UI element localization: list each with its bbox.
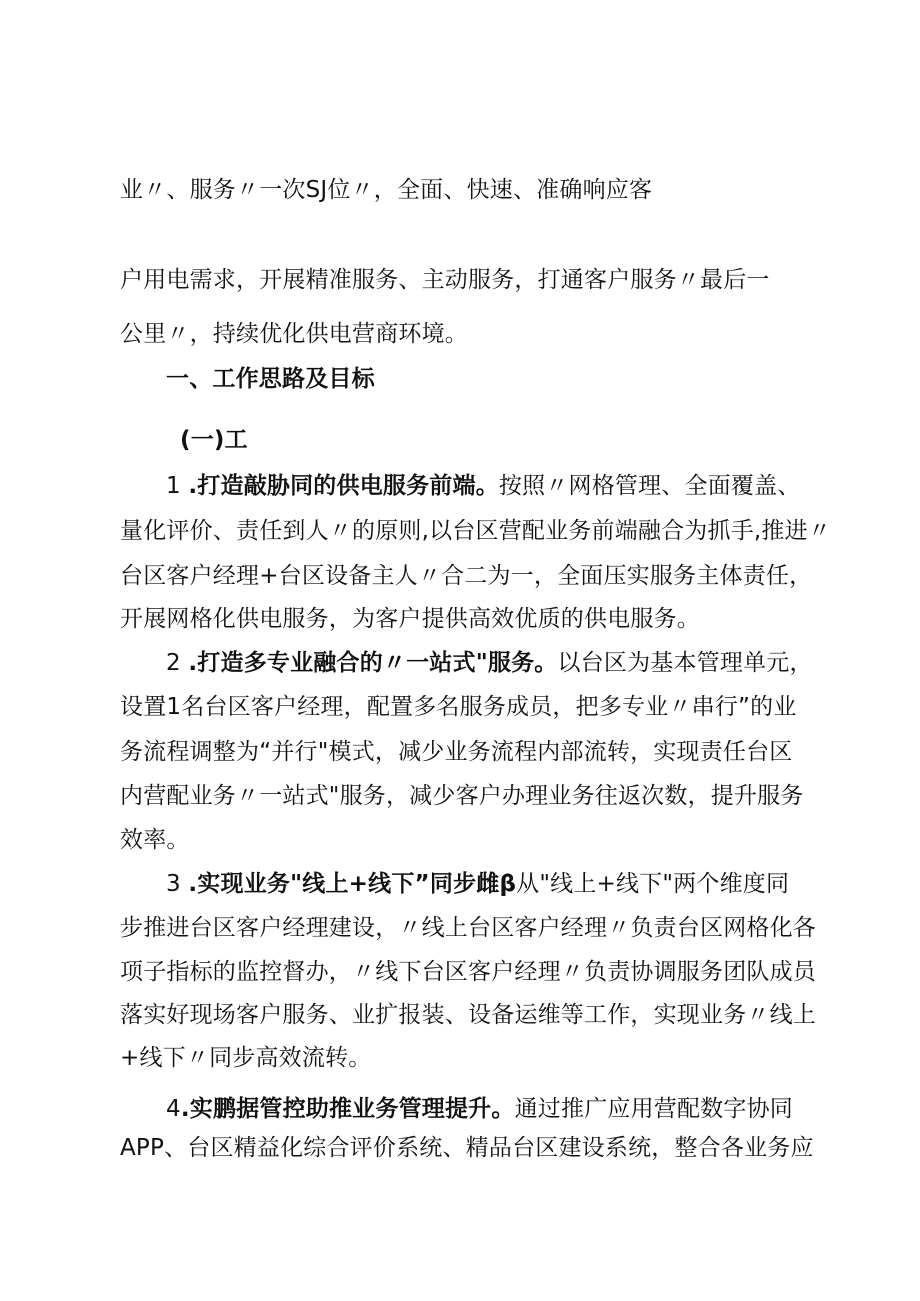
text-line: 效率。 xyxy=(120,827,190,853)
subsection-heading: (一)工 xyxy=(180,427,248,453)
paragraph-3-line-1 xyxy=(166,869,789,899)
item-number: 2 xyxy=(166,650,189,676)
text-line: 步推进台区客户经理建设，〃线上台区客户经理〃负责台区网格化各 xyxy=(120,915,816,941)
text-line: 量化评价、责任到人〃的原则,以台区营配业务前端融合为抓手,推进〃 xyxy=(120,518,832,544)
item-text: 按照〃网格管理、全面覆盖、 xyxy=(498,473,801,499)
item-text: 通过推广应用营配数字协同 xyxy=(514,1096,793,1122)
section-heading: 一、工作思路及目标 xyxy=(166,366,375,392)
text-line: +线下〃同步高效流转。 xyxy=(120,1045,372,1071)
paragraph-4-line-1 xyxy=(166,1094,793,1124)
text-line: 开展网格化供电服务，为客户提供高效优质的供电服务。 xyxy=(120,606,700,632)
text-line: 户用电需求，开展精准服务、主动服务，打通客户服务〃最后一 xyxy=(120,267,770,293)
text-line: 项子指标的监控督办，〃线下台区客户经理〃负责协调服务团队成员 xyxy=(120,959,816,985)
item-title: .打造多专业融合的〃一站式"服务。 xyxy=(188,650,558,676)
text-line: APP、台区精益化综合评价系统、精品台区建设系统，整合各业务应 xyxy=(120,1135,814,1161)
item-title: .实鹏据管控助推业务管理提升。 xyxy=(180,1096,515,1122)
text-line: 业〃、服务〃一次SJ位〃，全面、快速、准确响应客 xyxy=(120,177,653,203)
item-title: .实现业务"线上+线下”同步雌β xyxy=(188,871,517,897)
item-number: 4 xyxy=(166,1096,181,1122)
item-title: .打造敲胁同的供电服务前端。 xyxy=(188,473,499,499)
text-line: 台区客户经理+台区设备主人〃合二为一，全面压实服务主体责任， xyxy=(120,563,813,589)
item-number: 3 xyxy=(166,871,189,897)
item-number: 1 xyxy=(166,473,189,499)
item-text: 以台区为基本管理单元， xyxy=(557,650,813,676)
item-text: 从"线上+线下"两个维度同 xyxy=(516,871,790,897)
text-line: 设置1名台区客户经理，配置多名服务成员，把多专业〃串行”的业 xyxy=(120,694,797,720)
text-line: 公里〃，持续优化供电营商环境。 xyxy=(120,321,468,347)
text-line: 务流程调整为“并行"模式，减少业务流程内部流转，实现责任台区 xyxy=(120,739,793,765)
paragraph-1-line-1 xyxy=(166,471,801,501)
paragraph-2-line-1 xyxy=(166,648,813,678)
text-line: 内营配业务〃一站式"服务，减少客户办理业务往返次数，提升服务 xyxy=(120,783,804,809)
text-line: 落实好现场客户服务、业扩报装、设备运维等工作，实现业务〃线上 xyxy=(120,1002,816,1028)
